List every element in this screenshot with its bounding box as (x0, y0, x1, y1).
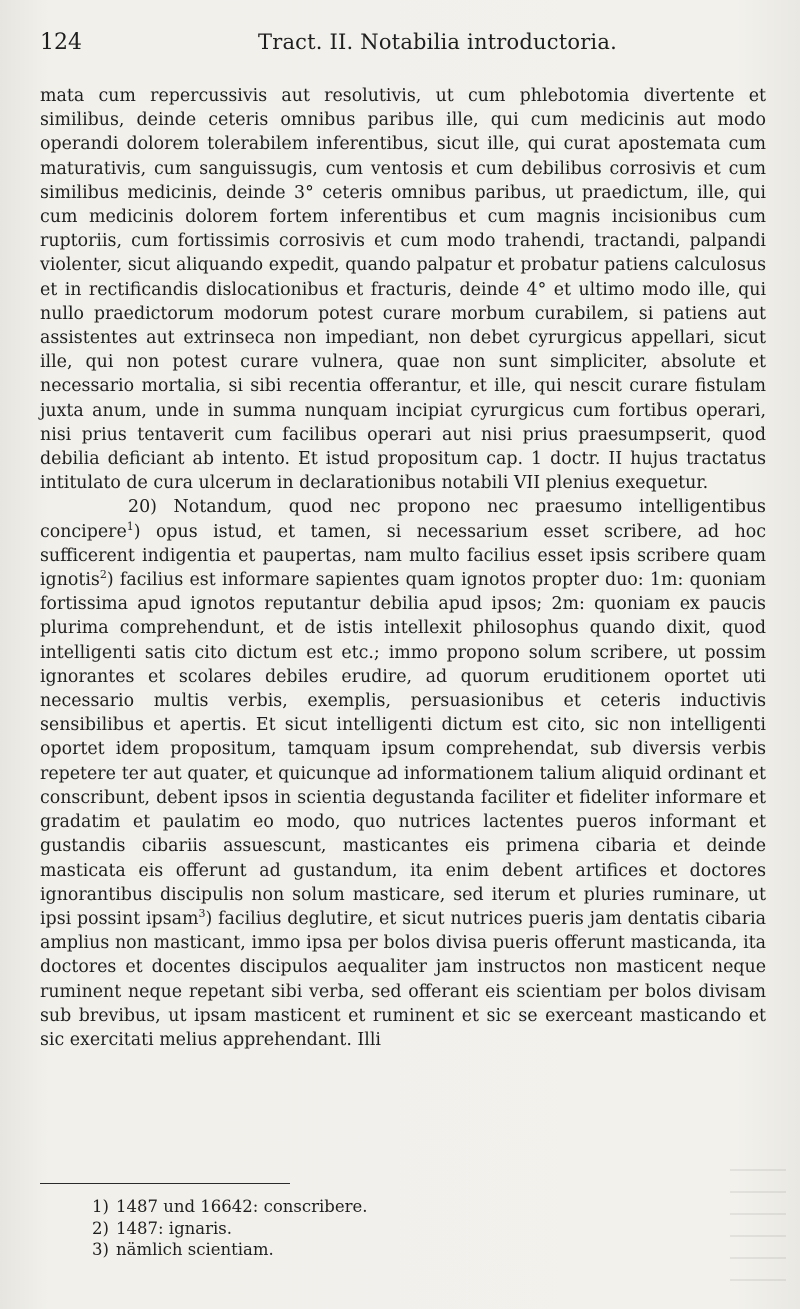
footnote-divider (40, 1183, 290, 1184)
footnote-ref: 2 (99, 568, 107, 582)
bleed-through-shadow (730, 1161, 786, 1281)
paragraph: mata cum repercussivis aut resolutivis, ut cum phlebotomia divertente et similibus, deinde ceteris omnibus paribus ille, qui cum medicinis aut modo operandi dolorem tolerabilem inferentibus, sicut ille, qui curat apostemata cum maturativis, cum sanguissugis, cum ventosis et cum debilibus corrosivis et cum similibus medicinis, deinde 3° ceteris omnibus paribus, ut praedictum, ille, qui cum medicinis dolorem fortem inferentibus et cum magnis incisionibus cum ruptoriis, cum fortissimis corrosivis et cum modo trahendi, tractandi, palpandi violenter, sicut aliquando expedit, quando palpatur et probatur patiens calculosus et in rectificandis dislocationibus et fracturis, deinde 4° et ultimo modo ille, qui nullo praedictorum modorum potest curare morbum curabilem, si patiens aut assistentes aut extrinseca non impediant, non debet cyrurgicus appellari, sicut ille, qui non potest curare vulnera, quae non sunt simpliciter, absolute et necessario mortalia, si sibi recentia offerantur, et ille, qui nescit curare fistulam juxta anum, unde in summa nunquam incipiat cyrurgicus cum fortibus operari, nisi prius tentaverit cum facilibus operari aut nisi prius praesumpserit, quod debilia deficiant ab intento. Et istud propositum cap. 1 doctr. II hujus tractatus intitulato de cura ulcerum in declarationibus notabili VII plenius exequetur. (40, 86, 766, 494)
page-number: 124 (40, 30, 82, 55)
running-title: Tract. II. Notabilia introductoria. (258, 30, 617, 54)
footnote-text: 1487: ignaris. (116, 1218, 232, 1238)
text-segment: ) facilius est informare sapientes quam ignotos propter duo: 1m: quoniam fortissima apud ignotos reputantur debilia apud ipsos; 2m: quoniam ex paucis plurima comprehendunt, et de istis intellexit philosophus quando dixit, quod intelligenti satis cito dictum est etc.; immo propono solum scribere, ut possim ignorantes et scolares debiles erudire, ad quorum eruditionem oportet uti necessario multis verbis, exemplis, persuasionibus et ceteris inductivis sensibilibus et apertis. Et sicut intelligenti dictum est cito, sic non intelligenti oportet idem propositum, tamquam ipsum comprehendat, sub diversis verbis repetere ter aut quater, et quicunque ad informationem talium aliquid ordinant et conscribunt, debent ipsos in scientia degustanda faciliter et fideliter informare et gradatim et paulatim eo modo, quo nutrices lactentes pueros informant et gustandis cibariis assuescunt, masticantes eis primena cibaria et deinde masticata eis offerunt ad gustandum, ita enim debent artifices et doctores ignorantibus discipulis non solum masticare, sed iterum et pluries ruminare, ut ipsi possint ipsam (40, 570, 766, 929)
paragraph-notandum (40, 495, 766, 1052)
footnote-mark: 2) (92, 1218, 109, 1238)
body-text (40, 84, 766, 1052)
page-header (40, 30, 760, 62)
text-segment: ) facilius deglutire, et sicut nutrices pueris jam dentatis cibaria amplius non masticant, immo ipsa per bolos divisa pueris offerunt masticanda, ita doctores et docentes discipulos aequaliter jam instructos non masticent neque ruminent neque repetant sibi verba, sed offerant eis scientiam per bolos divisam sub brevibus, ut ipsam masticent et ruminent et sic se exerceant masticando et sic exercitati melius apprehendant. Illi (40, 908, 766, 1050)
footnote-mark: 3) (92, 1240, 109, 1259)
footnotes (92, 1196, 368, 1261)
footnote-ref: 1 (126, 519, 134, 533)
text-segment: 20) Notandum, quod nec propono nec praesumo intelligentibus concipere (40, 497, 766, 542)
footnote-text: nämlich scientiam. (116, 1240, 274, 1259)
footnote (92, 1239, 368, 1261)
footnote-ref: 3 (198, 907, 206, 921)
footnote (92, 1196, 368, 1218)
text-segment: ) opus istud, et tamen, si necessarium esset scribere, ad hoc sufficerent indigentia et paupertas, nam multo facilius esset ipsis scribere quam ignotis (40, 521, 766, 591)
footnote-mark: 1) (92, 1197, 109, 1216)
footnote (92, 1218, 368, 1240)
footnote-text: 1487 und 16642: conscribere. (116, 1197, 368, 1216)
